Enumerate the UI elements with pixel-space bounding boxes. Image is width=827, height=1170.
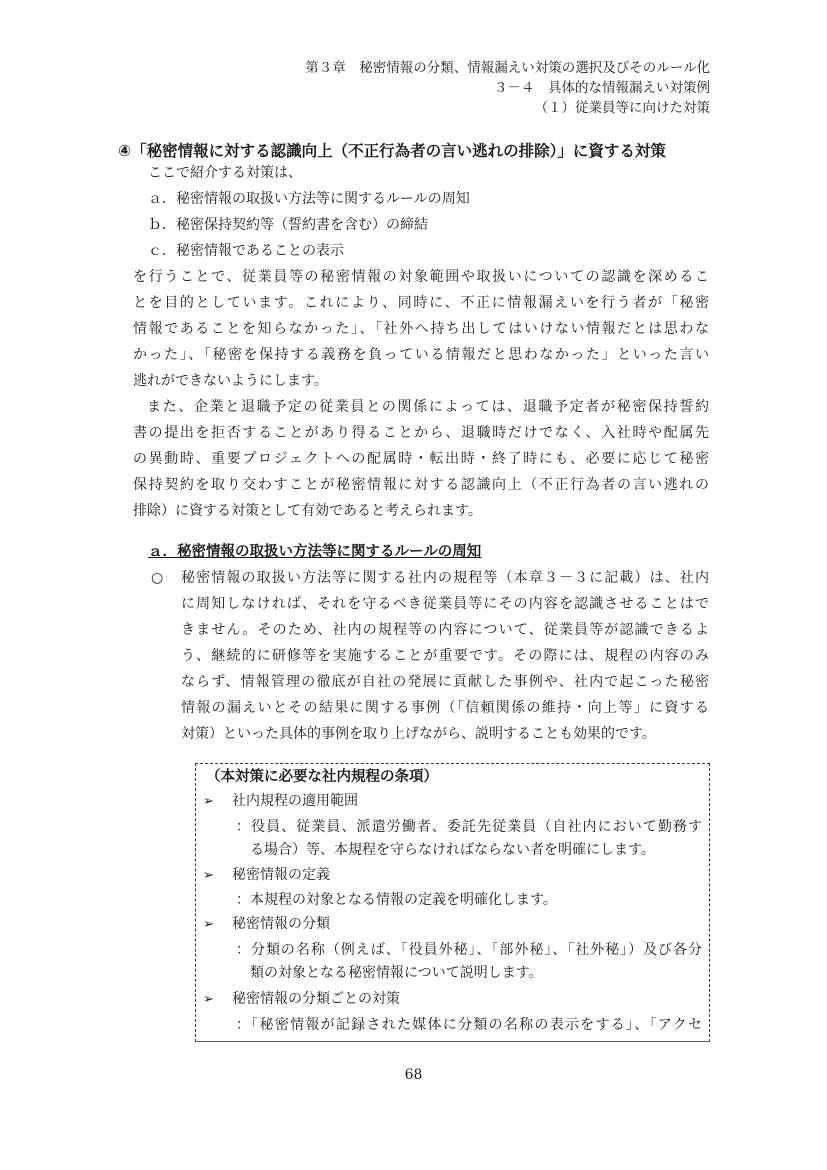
bullet-circle: ○	[151, 570, 164, 586]
paragraph-line: を行うことで、従業員等の秘密情報の対象範囲や取扱いについての認識を深めるこ	[133, 269, 709, 285]
arrow-bullet-icon: ➢	[203, 917, 214, 932]
bullet-line: に周知しなければ、それを守るべき従業員等にその内容を認識させることはで	[181, 596, 709, 612]
paragraph-line: 排除）に資する対策として有効であると考えられます。	[133, 503, 482, 519]
measure-item-c: ｃ．秘密情報であることの表示	[148, 243, 344, 259]
box-item-line: ：本規程の対象となる情報の定義を明確化します。	[236, 892, 557, 908]
paragraph-line: 情報であることを知らなかった」、「社外へ持ち出してはいけない情報だとは思わな	[133, 321, 709, 337]
paragraph-line: かった」、「秘密を保持する義務を負っている情報だと思わなかった」といった言い	[133, 347, 709, 363]
box-item-heading: 秘密情報の分類	[232, 916, 330, 932]
box-item-heading: 社内規程の適用範囲	[232, 793, 358, 809]
bullet-line: 対策）といった具体的事例を取り上げながら、説明することも効果的です。	[181, 726, 656, 742]
box-item-line: ：分類の名称（例えば、「役員外秘」、「部外秘」、「社外秘」）及び各分	[236, 942, 702, 958]
paragraph-line: 逃れができないようにします。	[133, 373, 328, 389]
box-item-line: ：「秘密情報が記録された媒体に分類の名称の表示をする」、「アクセ	[236, 1017, 702, 1033]
box-item-line: る場合）等、本規程を守らなければならない者を明確にします。	[250, 842, 655, 858]
box-item-heading: 秘密情報の分類ごとの対策	[232, 991, 400, 1007]
bullet-line: ならず、情報管理の徹底が自社の発展に貢献した事例や、社内で起こった秘密	[181, 674, 709, 690]
paragraph-line: 書の提出を拒否することがあり得ることから、退職時だけでなく、入社時や配属先	[133, 425, 709, 441]
bullet-line: 秘密情報の取扱い方法等に関する社内の規程等（本章３－３に記載）は、社内	[181, 570, 709, 586]
header-subsection: （１）従業員等に向けた対策	[534, 100, 710, 116]
page-number: 68	[404, 1067, 423, 1083]
intro-text: ここで紹介する対策は、	[148, 165, 302, 181]
bullet-line: きません。そのため、社内の規程等の内容について、従業員等が認識できるよ	[181, 622, 709, 638]
bullet-line: う、継続的に研修等を実施することが重要です。その際には、規程の内容のみ	[181, 648, 709, 664]
measure-item-a: ａ．秘密情報の取扱い方法等に関するルールの周知	[148, 191, 470, 207]
subsection-a-title: ａ．秘密情報の取扱い方法等に関するルールの周知	[148, 544, 482, 560]
bullet-line: 情報の漏えいとその結果に関する事例（「信頼関係の維持・向上等」に資する	[181, 700, 709, 716]
arrow-bullet-icon: ➢	[203, 794, 214, 809]
header-chapter: 第３章 秘密情報の分類、情報漏えい対策の選択及びそのルール化	[305, 60, 710, 76]
measure-item-b: ｂ．秘密保持契約等（誓約書を含む）の締結	[148, 217, 428, 233]
arrow-bullet-icon: ➢	[203, 868, 214, 883]
box-item-line: ：役員、従業員、派遣労働者、委託先従業員（自社内において勤務す	[236, 819, 702, 835]
paragraph-line: また、企業と退職予定の従業員との関係によっては、退職予定者が秘密保持誓約	[147, 399, 709, 415]
paragraph-line: の異動時、重要プロジェクトへの配属時・転出時・終了時にも、必要に応じて秘密	[133, 451, 709, 467]
box-title: （本対策に必要な社内規程の条項）	[206, 769, 438, 785]
box-item-line: 類の対象となる秘密情報について説明します。	[250, 965, 543, 981]
box-item-heading: 秘密情報の定義	[232, 867, 330, 883]
section-title: ④「秘密情報に対する認識向上（不正行為者の言い逃れの排除）」に資する対策	[118, 142, 666, 160]
header-section: ３－４ 具体的な情報漏えい対策例	[494, 80, 710, 96]
paragraph-line: とを目的としています。これにより、同時に、不正に情報漏えいを行う者が「秘密	[133, 295, 709, 311]
paragraph-line: 保持契約を取り交わすことが秘密情報に対する認識向上（不正行為者の言い逃れの	[133, 477, 709, 493]
arrow-bullet-icon: ➢	[203, 992, 214, 1007]
